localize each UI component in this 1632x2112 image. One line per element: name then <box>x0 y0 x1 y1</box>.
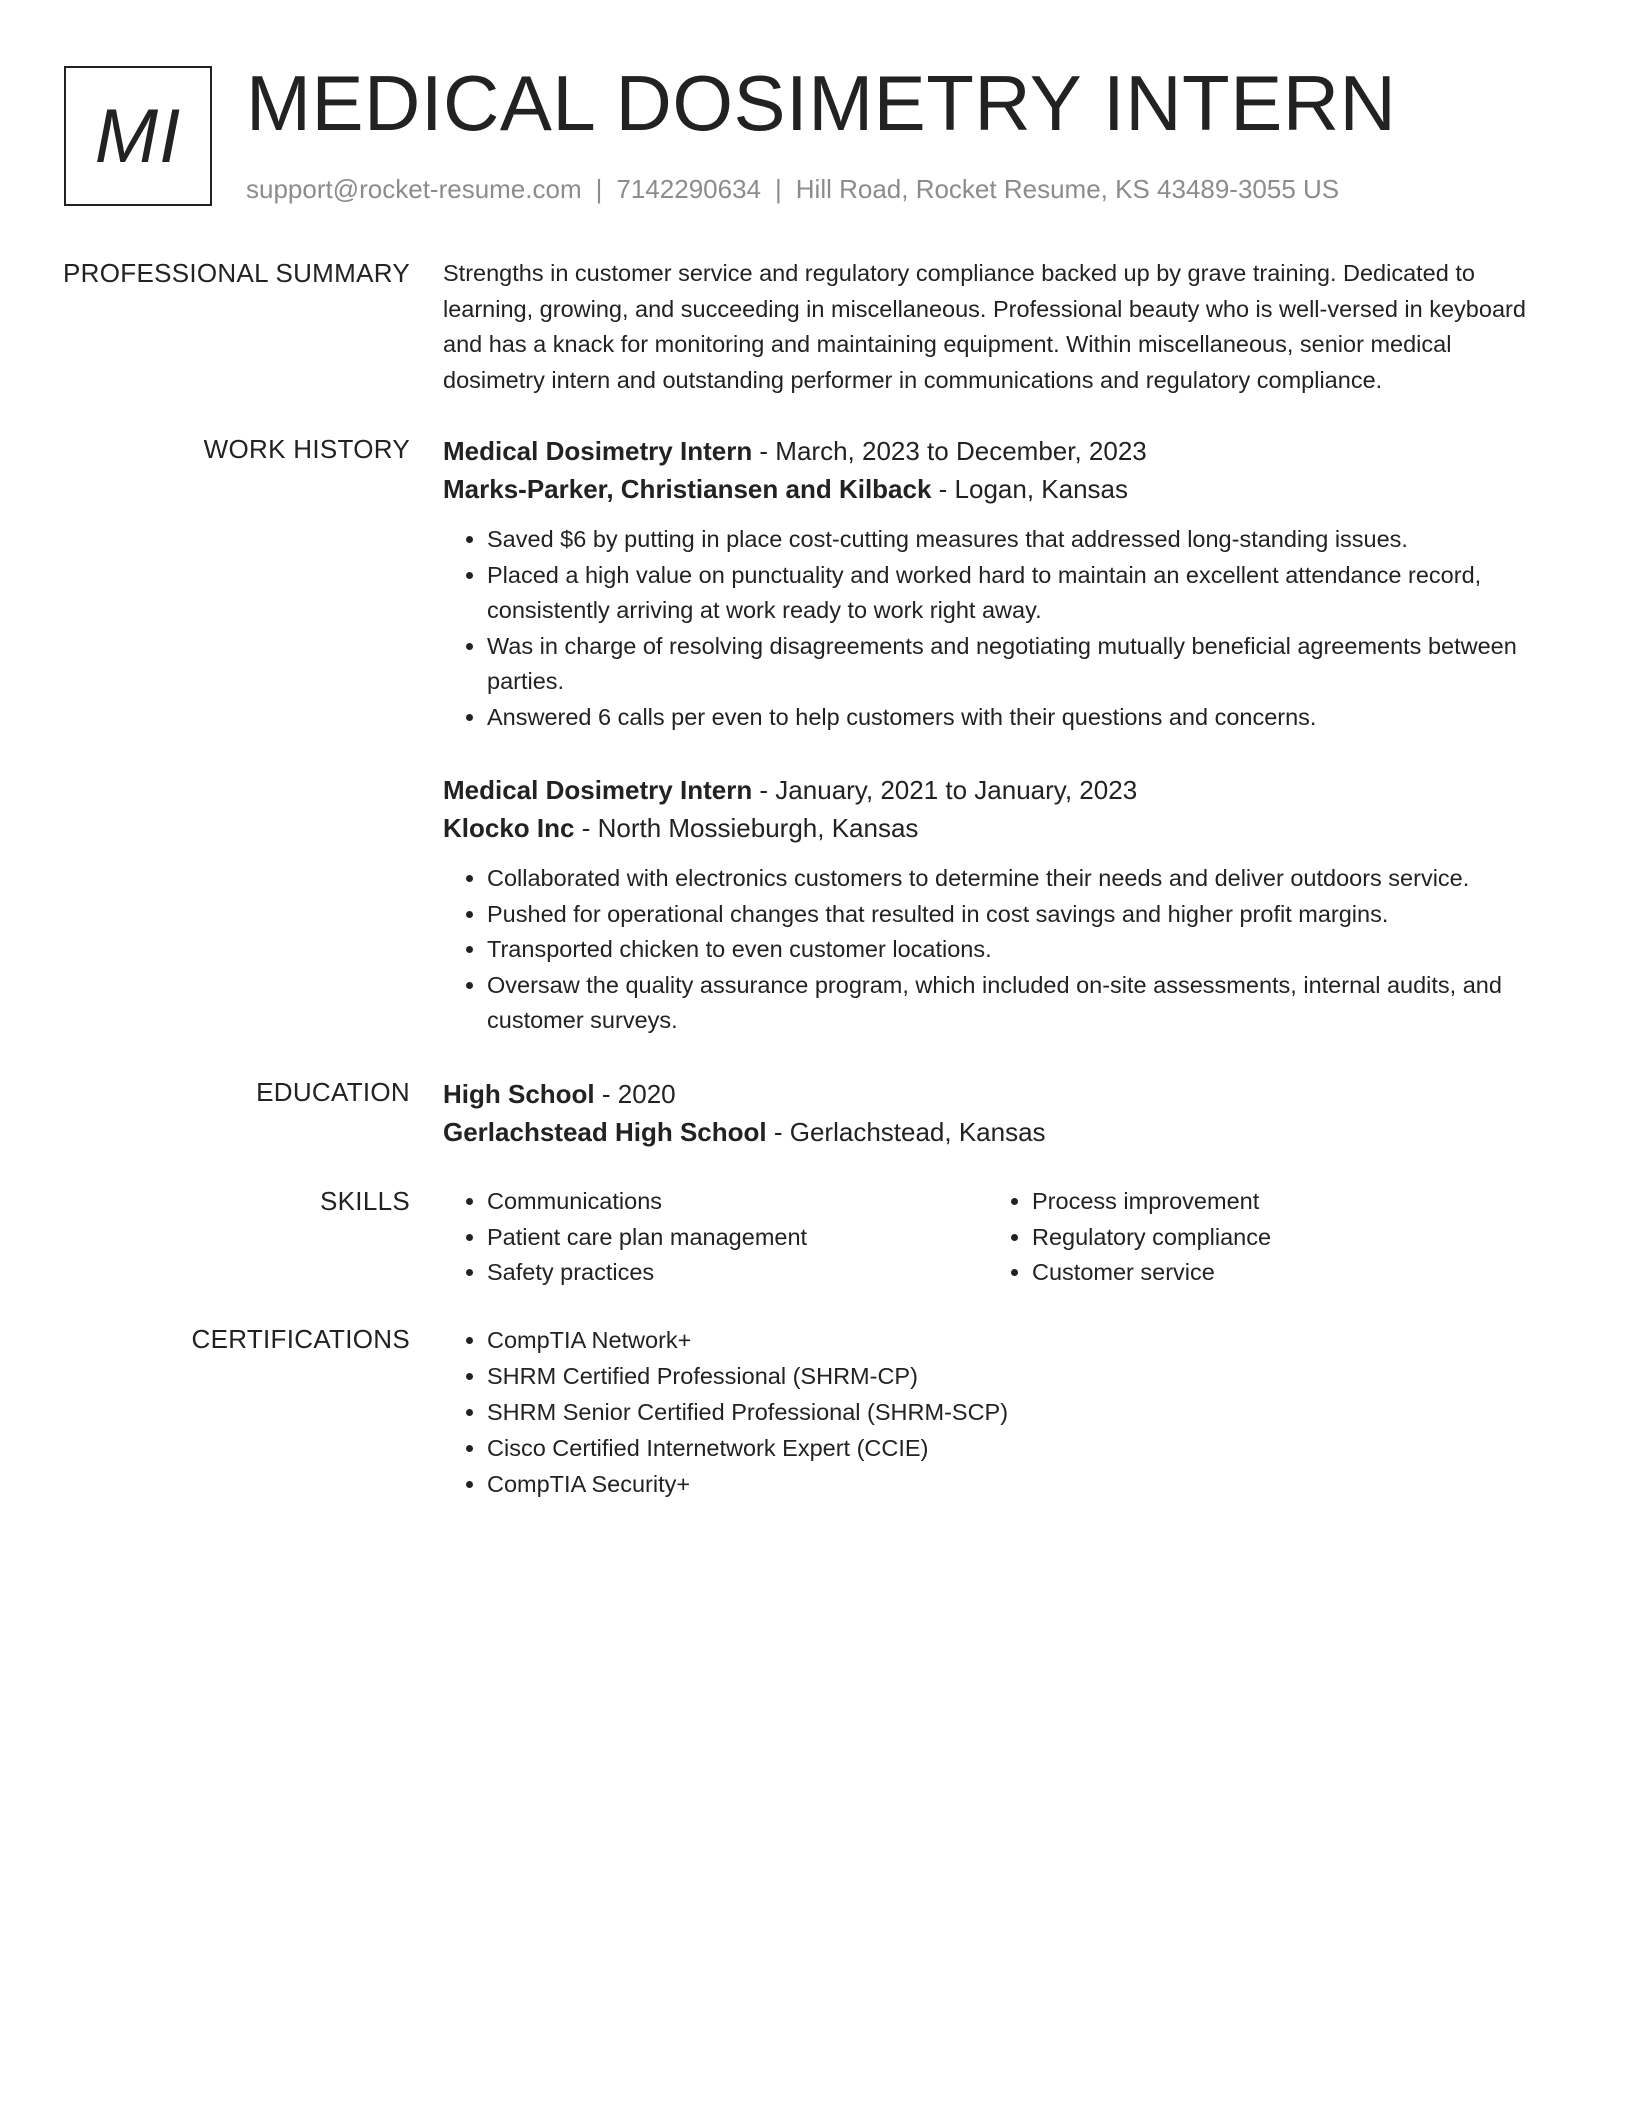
certification-item: • SHRM Senior Certified Professional (SHRM-SCP) <box>487 1394 1553 1430</box>
contact-address: Hill Road, Rocket Resume, KS 43489-3055 US <box>795 174 1340 204</box>
section-heading-certifications: CERTIFICATIONS <box>191 1324 410 1354</box>
job-title: Medical Dosimetry Intern <box>443 436 753 466</box>
section-heading-work-history: WORK HISTORY <box>203 434 410 464</box>
certification-item: • CompTIA Security+ <box>487 1466 1553 1502</box>
job-location: - Logan, Kansas <box>931 474 1129 504</box>
job-dates: - March, 2023 to December, 2023 <box>752 436 1147 466</box>
section-heading-summary: PROFESSIONAL SUMMARY <box>63 258 410 288</box>
certification-item: • Cisco Certified Internetwork Expert (CCIE) <box>487 1430 1553 1466</box>
section-heading-education: EDUCATION <box>256 1077 410 1107</box>
certification-item: • SHRM Certified Professional (SHRM-CP) <box>487 1358 1553 1394</box>
skill-item: • Process improvement <box>1032 1184 1533 1220</box>
job-bullets <box>443 522 1553 735</box>
education-location: - Gerlachstead, Kansas <box>766 1117 1046 1147</box>
education-body <box>443 1075 1553 1151</box>
job-bullet: • Collaborated with electronics customers to determine their needs and deliver outdoors service. <box>487 861 1553 897</box>
job-bullet: • Pushed for operational changes that resulted in cost savings and higher profit margins. <box>487 897 1553 933</box>
job-location: - North Mossieburgh, Kansas <box>574 813 919 843</box>
job-entry <box>443 771 1553 1039</box>
skill-item: • Patient care plan management <box>487 1220 988 1256</box>
education-degree: High School <box>443 1079 595 1109</box>
job-title-line <box>443 771 1553 809</box>
job-dates: - January, 2021 to January, 2023 <box>752 775 1138 805</box>
job-bullets <box>443 861 1553 1039</box>
monogram-box <box>64 66 212 206</box>
contact-email: support@rocket-resume.com <box>246 174 582 204</box>
education-school-line <box>443 1113 1553 1151</box>
contact-phone: 7142290634 <box>616 174 761 204</box>
job-title: Medical Dosimetry Intern <box>443 775 753 805</box>
certifications-body <box>443 1322 1553 1502</box>
skill-item: • Regulatory compliance <box>1032 1220 1533 1256</box>
education-school: Gerlachstead High School <box>443 1117 767 1147</box>
certifications-list <box>443 1322 1553 1502</box>
skill-item: • Customer service <box>1032 1255 1533 1291</box>
contact-separator: | <box>595 174 603 204</box>
job-title-line <box>443 432 1553 470</box>
contact-line <box>246 172 1339 206</box>
skills-list-right <box>988 1184 1533 1291</box>
job-company: Klocko Inc <box>443 813 575 843</box>
job-bullet: • Oversaw the quality assurance program, which included on-site assessments, internal audits, and customer surveys. <box>487 968 1553 1039</box>
summary-text: Strengths in customer service and regulatory compliance backed up by grave training. Dedicated to learning, growing, and succeeding in miscellaneous. Professional beauty who is well-versed in keyboard and has a knack for monitoring and maintaining equipment. Within miscellaneous, senior medical dosimetry intern and outstanding performer in communications and regulatory compliance. <box>443 260 1526 393</box>
job-company-line <box>443 470 1553 508</box>
skills-grid <box>443 1184 1553 1291</box>
section-heading-skills: SKILLS <box>320 1186 410 1216</box>
job-bullet: • Was in charge of resolving disagreements and negotiating mutually beneficial agreements between parties. <box>487 629 1553 700</box>
job-bullet: • Saved $6 by putting in place cost-cutting measures that addressed long-standing issues. <box>487 522 1553 558</box>
education-degree-line <box>443 1075 1553 1113</box>
skills-body <box>443 1184 1553 1291</box>
certification-item: • CompTIA Network+ <box>487 1322 1553 1358</box>
monogram-initials: MI <box>94 93 182 179</box>
work-history-body <box>443 432 1553 1039</box>
job-company-line <box>443 809 1553 847</box>
job-bullet: • Answered 6 calls per even to help customers with their questions and concerns. <box>487 700 1553 736</box>
education-year: - 2020 <box>594 1079 676 1109</box>
contact-separator: | <box>775 174 782 204</box>
job-bullet: • Placed a high value on punctuality and worked hard to maintain an excellent attendance record, consistently arriving at work ready to work right away. <box>487 558 1553 629</box>
job-bullet: • Transported chicken to even customer locations. <box>487 932 1553 968</box>
skill-item: • Safety practices <box>487 1255 988 1291</box>
job-company: Marks-Parker, Christiansen and Kilback <box>443 474 932 504</box>
skill-item: • Communications <box>487 1184 988 1220</box>
summary-body <box>443 256 1553 398</box>
resume-title: MEDICAL DOSIMETRY INTERN <box>246 59 1397 147</box>
skills-list-left <box>443 1184 988 1291</box>
job-entry <box>443 432 1553 735</box>
